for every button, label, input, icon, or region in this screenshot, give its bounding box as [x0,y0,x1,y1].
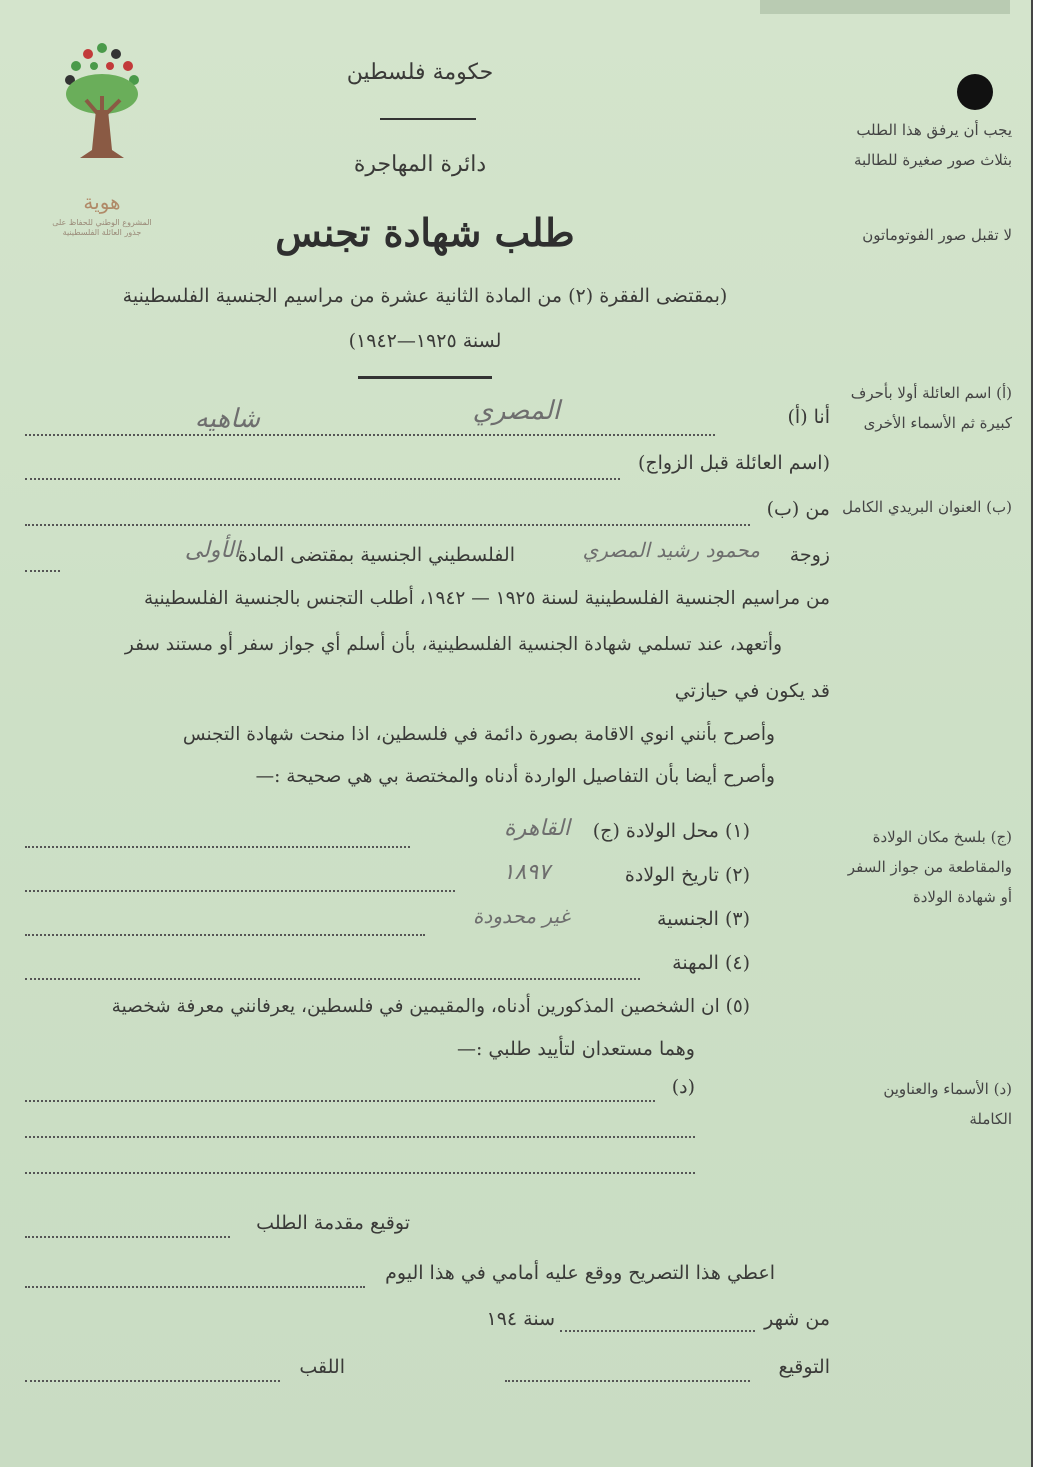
page-edge [1031,0,1047,1467]
label-palestinian-nationality: الفلسطيني الجنسية بمقتضى المادة [237,544,515,566]
dotted-line [560,1330,755,1332]
form-subtitle-years: لسنة ١٩٢٥—١٩٤٢) [348,330,502,352]
dotted-line [25,846,410,848]
dotted-line [25,1286,365,1288]
given-before-me-line: اعطي هذا التصريح ووقع عليه أمامي في هذا اليوم [385,1262,775,1284]
handwritten-husband: محمود رشيد المصري [582,538,760,562]
declare-line-2: وأصرح أيضا بأن التفاصيل الواردة أدناه والمختصة بي هي صحيحة :— [255,766,775,787]
hawiya-logo [52,40,152,237]
margin-note-photomaton: لا تقبل صور الفوتوماتون [862,226,1012,244]
form-title: طلب شهادة تجنس [275,210,575,255]
applicant-signature-label: توقيع مقدمة الطلب [256,1212,410,1234]
decrees-line: من مراسيم الجنسية الفلسطينية لسنة ١٩٢٥ — ١٩٤٢، أطلب التجنس بالجنسية الفلسطينية [143,588,830,609]
logo-subtitle: المشروع الوطني للحفاظ على جذور العائلة الفلسطينية [52,218,152,237]
dotted-line [25,434,715,436]
divider [358,376,492,379]
dotted-line [25,978,640,980]
margin-note-a: (أ) اسم العائلة أولا بأحرف كبيرة ثم الأسماء الأخرى [850,384,1012,432]
dotted-line [25,1172,695,1174]
referees-line-2: وهما مستعدان لتأييد طلبي :— [456,1038,695,1060]
dotted-line [25,890,455,892]
label-profession: (٤) المهنة [672,952,750,974]
dotted-line [25,524,750,526]
logo-title: هوية [83,190,121,214]
government-heading: حكومة فلسطين [346,60,494,85]
dotted-line [25,1136,695,1138]
department-heading: دائرة المهاجرة [353,152,487,177]
margin-note-b: (ب) العنوان البريدي الكامل [842,498,1012,516]
dotted-line [25,1380,280,1382]
margin-note-c: (ج) بلسخ مكان الولادة والمقاطعة من جواز السفر أو شهادة الولادة [847,828,1012,906]
handwritten-given-name: شاهيه [194,404,260,434]
label-wife-of: زوجة [789,544,830,566]
margin-note-d: (د) الأسماء والعناوين الكاملة [883,1080,1012,1128]
label-from: من (ب) [766,498,830,520]
dotted-line [25,934,425,936]
label-birth-place: (١) محل الولادة (ج) [592,820,750,842]
tree-icon [58,40,146,190]
divider [380,118,476,120]
handwritten-birth-place: القاهرة [504,816,570,841]
declare-line-1: وأصرح بأنني انوي الاقامة بصورة دائمة في فلسطين، اذا منحت شهادة التجنس [182,724,775,745]
dotted-line [25,1236,230,1238]
possession-line: قد يكون في حيازتي [674,680,830,702]
signature-label: التوقيع [778,1356,830,1378]
folded-corner [760,0,1010,14]
title-label: اللقب [299,1356,345,1378]
handwritten-nationality: غير محدودة [472,904,570,928]
label-maiden-name: (اسم العائلة قبل الزواج) [637,452,830,474]
dotted-line [25,1100,655,1102]
dotted-line [25,570,60,572]
label-d: (د) [671,1076,695,1098]
handwritten-birth-date: ١٨٩٧ [502,860,550,885]
punch-hole [957,74,993,110]
handwritten-family-name: المصري [472,396,560,426]
form-subtitle: (بمقتضى الفقرة (٢) من المادة الثانية عشرة من مراسيم الجنسية الفلسطينية [122,285,728,307]
month-label: من شهر [764,1308,830,1330]
referees-line-1: (٥) ان الشخصين المذكورين أدناه، والمقيمين في فلسطين، يعرفانني معرفة شخصية [111,996,750,1017]
margin-note-photos: يجب أن يرفق هذا الطلب بثلاث صور صغيرة للطالبة [854,121,1012,169]
label-nationality: (٣) الجنسية [656,908,750,930]
label-i-am: أنا (أ) [787,406,830,428]
undertake-line: وأتعهد، عند تسلمي شهادة الجنسية الفلسطينية، بأن أسلم أي جواز سفر أو مستند سفر [124,634,782,655]
handwritten-article: الأولى [184,538,240,563]
year-label: سنة ١٩٤ [486,1308,555,1330]
dotted-line [505,1380,750,1382]
label-birth-date: (٢) تاريخ الولادة [624,864,750,886]
dotted-line [25,478,620,480]
